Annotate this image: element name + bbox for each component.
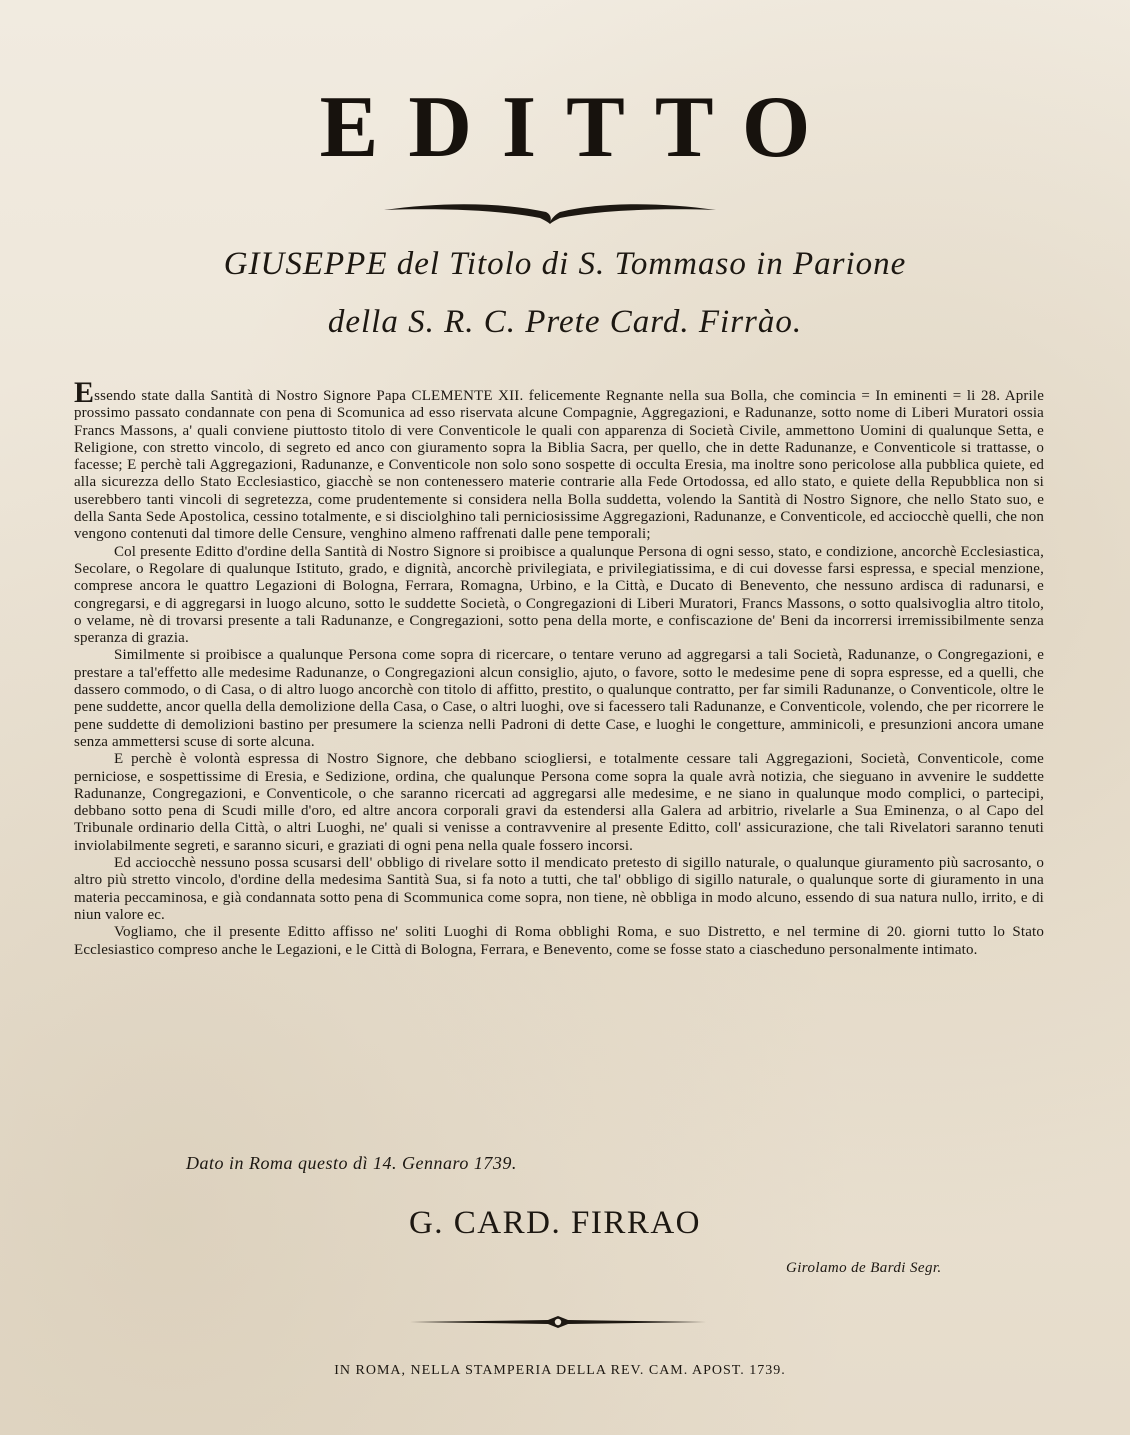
edict-paragraph: Vogliamo, che il presente Editto affisso ne' soliti Luoghi di Roma obblighi Roma, e suo Distretto, e nel termine di 20. giorni tutto lo Stato Ecclesiastico compreso anche le Legazioni, e le Città di Bologna, Ferrara, e Benevento, come se fosse stato a ciascheduno personalmente intimato. <box>74 924 1044 958</box>
bottom-rule-ornament <box>408 1314 708 1330</box>
cardinal-heading: GIUSEPPE del Titolo di S. Tommaso in Parione <box>223 246 907 282</box>
edict-body <box>74 376 1044 959</box>
drop-cap: E <box>74 376 95 409</box>
edict-paragraph: E perchè è volontà espressa di Nostro Signore, che debbano sciogliersi, e totalmente cessare tali Aggregazioni, Società, Conventicole, come perniciose, e sospettissime di Eresia, e Sedizione, ordina, che qualunque Persona come sopra la quale avrà notizia, che sieguano in avvenire le suddette Radunanze, Congregazioni, e Conventicole, o che saranno ricercati ad aggregarsi alle medesime, e ne siano in qualunque modo complici, o partecipi, debbano sotto pena di Scudi mille d'oro, ed altre ancora corporali gravi da estendersi alla Galera ad arbitrio, rivelarle a Sua Eminenza, o al Capo del Tribunale ordinario della Città, o altri Luoghi, ne' quali si venisse a contravvenire al presente Editto, coll' assicurazione, che tali Rivelatori saranno tenuti inviolabilmente segreti, e saranno sicuri, e graziati di ogni pena nella quale fossero incorsi. <box>74 751 1044 854</box>
date-line: Dato in Roma questo dì 14. Gennaro 1739. <box>186 1153 517 1173</box>
signature: G. CARD. FIRRAO <box>408 1205 702 1241</box>
secretary-signature: Girolamo de Bardi Segr. <box>786 1260 942 1276</box>
printer-imprint: IN ROMA, NELLA STAMPERIA DELLA REV. CAM. APOST. 1739. <box>334 1363 786 1378</box>
edict-paragraph <box>74 376 1044 544</box>
top-flourish-ornament <box>380 196 720 226</box>
cardinal-heading-subtitle: della S. R. C. Prete Card. Firrào. <box>327 304 803 340</box>
paragraph-text: ssendo state dalla Santità di Nostro Signore Papa CLEMENTE XII. felicemente Regnante nella sua Bolla, che comincia = In eminenti = li 28. Aprile prossimo passato condannate con pena di Scomunica ad esso riservata alcune Compagnie, Aggregazioni, e Radunanze, sotto nome di Liberi Muratori ossia Francs Massons, a' quali conviene piuttosto titolo di vere Conventicole le quali con apparenza di Società Civile, ammettono Uomini di qualunque Setta, e Religione, con stretto vincolo, di segreto ed anco con giuramento sopra la Biblia Sacra, per quello, che in dette Radunanze, e Conventicole si trattasse, o facesse; E perchè tali Aggregazioni, Radunanze, e Conventicole non solo sono sospette di occulta Eresia, ma inoltre sono pericolose alla pubblica quiete, ed alla sicurezza dello Stato Ecclesiastico, giacchè se non contenessero materie contrarie alla Fede Ortodossa, ed allo stato, e quiete della Repubblica non si userebbero tanti vincoli di segretezza, come prudentemente si considera nella Bolla suddetta, volendo la Santità di Nostro Signore, che nello Stato suo, e della Santa Sede Apostolica, cessino totalmente, e si disciolghino tali perniciosissime Aggregazioni, Radunanze, e Conventicole, ed acciocchè quelli, che non vengono contenuti dal timore delle Censure, venghino almeno raffrenati dalle pene temporali; <box>74 388 1044 543</box>
edict-title: EDITTO <box>319 79 841 176</box>
edict-paragraph: Similmente si proibisce a qualunque Persona come sopra di ricercare, o tentare veruno ad aggregarsi a tali Società, Radunanze, o Congregazioni, e prestare a tal'effetto alle medesime Radunanze, o Congregazioni alcun consiglio, ajuto, o favore, sotto le medesime pene di sopra espresse, ed a quelli, che dassero commodo, o di Casa, o di altro luogo ancorchè con titolo di affitto, prestito, o qualunque contratto, per far simili Radunanze, o Conventicole, oltre le pene suddette, ancor quella della demolizione della Casa, o Case, o altri luoghi, ove si facessero tali Radunanze, e Conventicole, volendo, che per ricorrere le pene suddette di demolizioni bastino per presumere la scienza nelli Padroni di dette Case, e luoghi le congetture, amminicoli, e presunzioni ancora umane senza ammettersi scuse di sorte alcuna. <box>74 647 1044 750</box>
edict-paragraph: Col presente Editto d'ordine della Santità di Nostro Signore si proibisce a qualunque Persona di ogni sesso, stato, e condizione, ancorchè Ecclesiastica, Secolare, o Regolare di qualunque Istituto, grado, e dignità, ancorchè privilegiata, e privilegiatissima, e di cui dovesse farsi espressa, e special menzione, comprese ancora le quattro Legazioni di Bologna, Ferrara, Romagna, Urbino, e la Città, e Ducato di Benevento, che nessuno ardisca di radunarsi, e congregarsi, e di aggregarsi in luogo alcuno, sotto le suddette Società, o Congregazioni di Liberi Muratori, Francs Massons, o sotto qualsivoglia altro titolo, o velame, nè di trovarsi presente a tali Radunanze, e Congregazioni, sotto pena della morte, e confiscazione de' Beni da incorrersi irremissibilmente senza speranza di grazia. <box>74 543 1044 647</box>
edict-paragraph: Ed acciocchè nessuno possa scusarsi dell' obbligo di rivelare sotto il mendicato pretesto di sigillo naturale, o qualunque giuramento più sacrosanto, o altro più stretto vincolo, d'ordine della medesima Santità Sua, si fa noto a tutti, che tal' obbligo di sigillo naturale, o qualunque sorte di giuramento in una materia peccaminosa, e già condannata sotto pena di Scommunica come sopra, non tiene, nè obbliga in modo alcuno, essendo di sua natura nullo, irrito, e di niun valore ec. <box>74 855 1044 923</box>
